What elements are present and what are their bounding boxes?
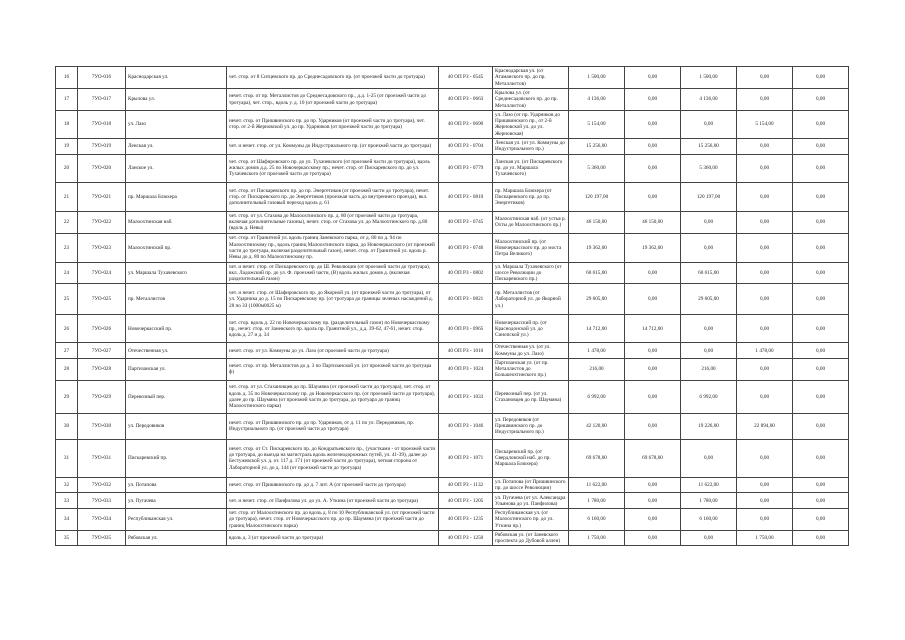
cell-a: 15 256,00 bbox=[569, 138, 625, 154]
cell-c: 0,00 bbox=[681, 343, 737, 358]
cell-a: 1 500,00 bbox=[569, 67, 625, 89]
cell-sec: ул. Потапова (от Пришвинского пр. до шоссе Революции) bbox=[493, 477, 569, 492]
cell-e: 0,00 bbox=[793, 67, 849, 89]
cell-code: 7УО-033 bbox=[78, 493, 126, 509]
cell-e: 0,00 bbox=[793, 89, 849, 111]
table-row bbox=[56, 343, 849, 358]
table-row bbox=[56, 493, 849, 509]
table-row bbox=[56, 530, 849, 545]
cell-name: пр. Металлистов bbox=[126, 284, 227, 315]
cell-rn: 40 ОП РЗ - 0779 bbox=[439, 154, 493, 182]
cell-n: 34 bbox=[56, 509, 78, 531]
cell-c: 60 615,00 bbox=[681, 262, 737, 284]
cell-rn: 40 ОП РЗ - 0745 bbox=[439, 211, 493, 233]
cell-e: 0,00 bbox=[793, 262, 849, 284]
cell-code: 7УО-025 bbox=[78, 284, 126, 315]
cell-code: 7УО-027 bbox=[78, 343, 126, 358]
cell-n: 23 bbox=[56, 233, 78, 262]
cell-d: 0,00 bbox=[737, 284, 793, 315]
table-row bbox=[56, 439, 849, 477]
cell-a: 216,00 bbox=[569, 358, 625, 380]
cell-sec: ул. Лазо (от пр. Ударников до Пришвинского пр., от 2-й Жерновской ул. до ул. Жерновская) bbox=[493, 111, 569, 139]
table-row bbox=[56, 138, 849, 154]
cell-a: 11 622,00 bbox=[569, 477, 625, 492]
cell-name: пр. Маршала Блюхера bbox=[126, 182, 227, 211]
cell-b: 0,00 bbox=[625, 380, 681, 413]
cell-name: Рябовская ул. bbox=[126, 530, 227, 545]
cell-n: 20 bbox=[56, 154, 78, 182]
cell-code: 7УО-021 bbox=[78, 182, 126, 211]
cell-n: 28 bbox=[56, 358, 78, 380]
cell-b: 0,00 bbox=[625, 509, 681, 531]
cell-e: 0,00 bbox=[793, 530, 849, 545]
table-row bbox=[56, 380, 849, 413]
cell-n: 31 bbox=[56, 439, 78, 477]
cell-rn: 40 ОП РЗ - 1046 bbox=[439, 413, 493, 439]
cell-code: 7УО-026 bbox=[78, 315, 126, 343]
cell-sec: ул. Передовиков (от Пришвинского пр. до Индустриального пр.) bbox=[493, 413, 569, 439]
cell-a: 4 136,00 bbox=[569, 89, 625, 111]
table-row bbox=[56, 284, 849, 315]
cell-c: 1 500,00 bbox=[681, 67, 737, 89]
cell-c: 11 622,00 bbox=[681, 477, 737, 492]
cell-c: 0,00 bbox=[681, 111, 737, 139]
cell-code: 7УО-022 bbox=[78, 211, 126, 233]
cell-e: 0,00 bbox=[793, 284, 849, 315]
cell-b: 0,00 bbox=[625, 343, 681, 358]
cell-desc: чет. и нечет. стор. от ул. Коммуны до Индустриального пр. (от проезжей части до тротуара) bbox=[227, 138, 439, 154]
cell-b: 0,00 bbox=[625, 262, 681, 284]
cell-sec: Республиканская ул. (от Малоохтинского пр. до ул. Уткина пр.) bbox=[493, 509, 569, 531]
cell-c: 0,00 bbox=[681, 315, 737, 343]
cell-b: 0,00 bbox=[625, 154, 681, 182]
cell-n: 21 bbox=[56, 182, 78, 211]
cell-a: 46 150,00 bbox=[569, 211, 625, 233]
cell-a: 1 780,00 bbox=[569, 493, 625, 509]
cell-n: 22 bbox=[56, 211, 78, 233]
cell-d: 0,00 bbox=[737, 67, 793, 89]
cell-rn: 40 ОП РЗ - 0663 bbox=[439, 89, 493, 111]
cell-code: 7УО-031 bbox=[78, 439, 126, 477]
cell-a: 6 160,00 bbox=[569, 509, 625, 531]
cell-rn: 40 ОП РЗ - 1235 bbox=[439, 509, 493, 531]
cell-rn: 40 ОП РЗ - 0545 bbox=[439, 67, 493, 89]
cell-e: 0,00 bbox=[793, 477, 849, 492]
cell-desc: чет. стор. от Пискаревского пр. до пр. Энергетиков (от проезжей части до тротуара), нечет. стор. от Пискаревского пр. до Энергетиков (проезжая часть до внутреннего проезда), вкл. дополнительный газовый переход вдоль д. 61 bbox=[227, 182, 439, 211]
cell-sec: Новочеркасский пр. (от Краснодонской ул. до Синопской ул.) bbox=[493, 315, 569, 343]
table-row bbox=[56, 67, 849, 89]
cell-name: Краснодарская ул. bbox=[126, 67, 227, 89]
cell-name: ул. Пугачева bbox=[126, 493, 227, 509]
cell-n: 29 bbox=[56, 380, 78, 413]
cell-rn: 40 ОП РЗ - 1132 bbox=[439, 477, 493, 492]
cell-sec: Отечественная ул. (от ул. Коммуны до ул. Лазо) bbox=[493, 343, 569, 358]
cell-e: 0,00 bbox=[793, 211, 849, 233]
cell-a: 5 360,00 bbox=[569, 154, 625, 182]
cell-b: 0,00 bbox=[625, 111, 681, 139]
cell-name: Ланское ул. bbox=[126, 154, 227, 182]
cell-sec: Ланская ул. (от Пискаревского пр. до ул. Маршала Тухачевского) bbox=[493, 154, 569, 182]
cell-desc: чет. и нечет. стор. от Шафировского пр. до Якорной ул. (от проезжей части до тротуара), от ул. Ударника до д. 15 по Пискаревскому пр. (от тротуара до границы зеленых насаждений д. 28 по ЗЗ (1000м0025 м) bbox=[227, 284, 439, 315]
cell-a: 69 678,00 bbox=[569, 439, 625, 477]
cell-n: 26 bbox=[56, 315, 78, 343]
cell-code: 7УО-018 bbox=[78, 111, 126, 139]
cell-name: Отечественная ул. bbox=[126, 343, 227, 358]
cell-b: 0,00 bbox=[625, 89, 681, 111]
table-row bbox=[56, 358, 849, 380]
cell-d: 0,00 bbox=[737, 509, 793, 531]
cell-c: 1 780,00 bbox=[681, 493, 737, 509]
cell-desc: чет. стор. от ул. Стахановцев до пр. Шаумяна (от проезжей части до тротуара), чет. стор. от вдоль д. 35 по Новочеркасскому пр. до Новочеркасского пр. (от проезжей части до тротуара), далее до пр. Шаумяна (от проезжей части до тротуара, до тротуара до границ Малоохтинского парка) bbox=[227, 380, 439, 413]
cell-n: 35 bbox=[56, 530, 78, 545]
cell-b: 46 150,00 bbox=[625, 211, 681, 233]
cell-b: 14 712,00 bbox=[625, 315, 681, 343]
cell-b: 0,00 bbox=[625, 358, 681, 380]
cell-c: 0,00 bbox=[681, 211, 737, 233]
cell-c: 19 226,00 bbox=[681, 413, 737, 439]
cell-code: 7УО-020 bbox=[78, 154, 126, 182]
cell-d: 0,00 bbox=[737, 154, 793, 182]
cell-n: 17 bbox=[56, 89, 78, 111]
cell-rn: 40 ОП РЗ - 1205 bbox=[439, 493, 493, 509]
cell-rn: 40 ОП РЗ - 0746 bbox=[439, 233, 493, 262]
cell-c: 0,00 bbox=[681, 530, 737, 545]
table-row bbox=[56, 154, 849, 182]
table-row bbox=[56, 262, 849, 284]
cell-c: 0,00 bbox=[681, 233, 737, 262]
cell-desc: чет. стор. от Малоохтинского пр. до вдоль д. 8 по 10 Республиканской ул. (от проезжей части до тротуара), нечет. стор. от Новочеркасского пр. до пр. Шаумяна (от проезжей части до границ Малоохтинского парка) bbox=[227, 509, 439, 531]
table-row bbox=[56, 89, 849, 111]
cell-e: 0,00 bbox=[793, 111, 849, 139]
cell-b: 0,00 bbox=[625, 477, 681, 492]
cell-n: 18 bbox=[56, 111, 78, 139]
cell-name: Крылова ул. bbox=[126, 89, 227, 111]
cell-c: 216,00 bbox=[681, 358, 737, 380]
cell-b: 0,00 bbox=[625, 138, 681, 154]
cell-c: 0,00 bbox=[681, 439, 737, 477]
table-row bbox=[56, 233, 849, 262]
cell-sec: ул. Пугачева (от ул. Александра Ульянова до ул. Панфилова) bbox=[493, 493, 569, 509]
cell-name: ул. Потапова bbox=[126, 477, 227, 492]
cell-name: ул. Передовиков bbox=[126, 413, 227, 439]
cell-desc: чет. стор. вдоль д. 22 по Новочеркасскому пр. (разделительный газон) по Новочеркасскому пр., нечет. стор. от Заневского пр. вдоль пр. Гранитной ул., д.д. 39-62, 47-61, нечет. стор. вдоль д. 27 и д. 34 bbox=[227, 315, 439, 343]
cell-b: 19 362,00 bbox=[625, 233, 681, 262]
cell-e: 0,00 bbox=[793, 182, 849, 211]
table-row bbox=[56, 182, 849, 211]
cell-name: Перевозный пер. bbox=[126, 380, 227, 413]
cell-d: 0,00 bbox=[737, 211, 793, 233]
table-row bbox=[56, 477, 849, 492]
cell-d: 0,00 bbox=[737, 262, 793, 284]
cell-sec: Краснодарская ул. (от Атаманского пр. до пр. Металлистов) bbox=[493, 67, 569, 89]
cell-rn: 40 ОП РЗ - 1250 bbox=[439, 530, 493, 545]
cell-sec: Крылова ул. (от Среднесадовского пр. до пр. Металлистов) bbox=[493, 89, 569, 111]
cell-rn: 40 ОП РЗ - 1024 bbox=[439, 358, 493, 380]
cell-code: 7УО-024 bbox=[78, 262, 126, 284]
cell-d: 0,00 bbox=[737, 439, 793, 477]
cell-code: 7УО-023 bbox=[78, 233, 126, 262]
cell-d: 0,00 bbox=[737, 493, 793, 509]
cell-e: 0,00 bbox=[793, 380, 849, 413]
cell-e: 0,00 bbox=[793, 154, 849, 182]
cell-name: ул. Маршала Тухачевского bbox=[126, 262, 227, 284]
cell-a: 19 362,00 bbox=[569, 233, 625, 262]
cell-d: 0,00 bbox=[737, 315, 793, 343]
cell-n: 25 bbox=[56, 284, 78, 315]
cell-e: 0,00 bbox=[793, 138, 849, 154]
cell-a: 60 615,00 bbox=[569, 262, 625, 284]
cell-n: 27 bbox=[56, 343, 78, 358]
cell-sec: пр. Металлистов (от Лабораторной ул. до Якорной ул.) bbox=[493, 284, 569, 315]
cell-code: 7УО-029 bbox=[78, 380, 126, 413]
cell-sec: Ленская ул. (от ул. Коммуны до Индустриального пр.) bbox=[493, 138, 569, 154]
cell-desc: чет. стор. от Шафировского пр. до ул. Тухачевского (от проезжей части до тротуара), вдоль жилых домов д.д. 25 по Новочеркасскому пр.; нечет. стор. от Пискаревского пр. до ул. Тухачевского (от проезжей части до тротуара) bbox=[227, 154, 439, 182]
cell-c: 6 992,00 bbox=[681, 380, 737, 413]
cell-code: 7УО-034 bbox=[78, 509, 126, 531]
table-row bbox=[56, 111, 849, 139]
cell-code: 7УО-032 bbox=[78, 477, 126, 492]
cell-desc: чет. стор. от ул. Стахова до Малоохтинского пр. д. 80 (от проезжей части до тротуара, включая дополнительные газоны), нечет. стор. от Стахова ул. до Малоохтинского пр. д.80 (вдоль д. Невы) bbox=[227, 211, 439, 233]
cell-sec: Рябовская ул. (от Заневского проспекта до Дубовой аллеи) bbox=[493, 530, 569, 545]
cell-d: 0,00 bbox=[737, 380, 793, 413]
cell-rn: 40 ОП РЗ - 1071 bbox=[439, 439, 493, 477]
cell-desc: чет. стор. от 8 Ситцевского пр. до Среднесадовского пр. (от проезжей части до тротуара) bbox=[227, 67, 439, 89]
cell-n: 19 bbox=[56, 138, 78, 154]
cell-c: 6 160,00 bbox=[681, 509, 737, 531]
cell-name: Пискаревский пр. bbox=[126, 439, 227, 477]
cell-code: 7УО-016 bbox=[78, 67, 126, 89]
roads-table bbox=[55, 66, 849, 546]
cell-a: 6 992,00 bbox=[569, 380, 625, 413]
cell-desc: нечет. стор. от Пришвинского пр. до пр. Ударников, от д. 11 по ул. Передовиков, пр. Индустриального пр. (от проезжей части до тротуара) bbox=[227, 413, 439, 439]
cell-desc: нечет. стор. от Пришвинского пр. до д. 7 лит. А (от проезжей части до тротуара) bbox=[227, 477, 439, 492]
cell-desc: чет. стор. от Гранитной ул. вдоль границ Заневского парка, от д. 80 по д. 94 по Малоохтинскому пр., вдоль границ Малоохтинского парка, до Новочеркасского (от проезжей части до тротуара, включая разделительный газон), нечет. стор. от Гранитной ул. вдоль р. Невы до д. 80 по Малоохтинскому пр. bbox=[227, 233, 439, 262]
cell-c: 29 605,00 bbox=[681, 284, 737, 315]
cell-a: 120 197,00 bbox=[569, 182, 625, 211]
cell-n: 16 bbox=[56, 67, 78, 89]
cell-b: 0,00 bbox=[625, 413, 681, 439]
cell-sec: ул. Маршала Тухачевского (от шоссе Революции до Пискаревского пр.) bbox=[493, 262, 569, 284]
cell-desc: чет. и нечет. стор. от Пискаревского пр. до Ш. Революции (от проезжей части до тротуара), вкл. Ладожский пр. до ул. Ф. проезжей части, (В) вдоль жилых домов д. (включая разделительный газон) bbox=[227, 262, 439, 284]
cell-b: 69 678,00 bbox=[625, 439, 681, 477]
cell-d: 0,00 bbox=[737, 182, 793, 211]
table-row bbox=[56, 413, 849, 439]
cell-e: 0,00 bbox=[793, 493, 849, 509]
table-row bbox=[56, 315, 849, 343]
cell-b: 0,00 bbox=[625, 182, 681, 211]
cell-desc: нечет. стор. от пр. Металлистов до Среднесадовского пр., д.д. 1-25 (от проезжей части до тротуара), чет. стор., вдоль у. д. 10 (от проезжей части до тротуара) bbox=[227, 89, 439, 111]
cell-c: 15 256,00 bbox=[681, 138, 737, 154]
cell-rn: 40 ОП РЗ - 0965 bbox=[439, 315, 493, 343]
cell-d: 5 154,00 bbox=[737, 111, 793, 139]
cell-c: 4 136,00 bbox=[681, 89, 737, 111]
cell-d: 0,00 bbox=[737, 358, 793, 380]
cell-n: 33 bbox=[56, 493, 78, 509]
cell-rn: 40 ОП РЗ - 0690 bbox=[439, 111, 493, 139]
cell-rn: 40 ОП РЗ - 0704 bbox=[439, 138, 493, 154]
cell-a: 14 712,00 bbox=[569, 315, 625, 343]
cell-d: 22 894,00 bbox=[737, 413, 793, 439]
cell-d: 0,00 bbox=[737, 477, 793, 492]
cell-name: Малоохтинский пр. bbox=[126, 233, 227, 262]
cell-d: 0,00 bbox=[737, 233, 793, 262]
cell-desc: нечет. стор. от Ст. Пискаревского пр. до Кондратьевского пр., (участками - от проезжей части до тротуара, до выезда на магистраль вдоль железнодорожных путей, ул. 41-39), далее до Бестужевской ул. д. от. 117 д. 171 (от проезжей части до тротуара), четная сторона от Лабораторной ул. до д. 144 (от проезжей части до тротуара) bbox=[227, 439, 439, 477]
cell-a: 1 750,00 bbox=[569, 530, 625, 545]
cell-code: 7УО-019 bbox=[78, 138, 126, 154]
cell-n: 32 bbox=[56, 477, 78, 492]
cell-d: 1 478,00 bbox=[737, 343, 793, 358]
cell-c: 5 360,00 bbox=[681, 154, 737, 182]
cell-name: Ленская ул. bbox=[126, 138, 227, 154]
cell-e: 0,00 bbox=[793, 233, 849, 262]
cell-b: 0,00 bbox=[625, 67, 681, 89]
cell-code: 7УО-030 bbox=[78, 413, 126, 439]
cell-name: ул. Лазо bbox=[126, 111, 227, 139]
cell-rn: 40 ОП РЗ - 1010 bbox=[439, 343, 493, 358]
cell-n: 24 bbox=[56, 262, 78, 284]
cell-b: 0,00 bbox=[625, 530, 681, 545]
cell-a: 29 605,00 bbox=[569, 284, 625, 315]
cell-code: 7УО-035 bbox=[78, 530, 126, 545]
cell-sec: пр. Маршала Блюхера (от Пискаревского пр. до пр. Энергетиков) bbox=[493, 182, 569, 211]
cell-desc: нечет. стор. от Пришвинского пр. до пр. Ударников (от проезжей части до тротуара), чет. стор. от 2-й Жерновской ул. до пр. Ударников (от проезжей части до тротуара) bbox=[227, 111, 439, 139]
cell-d: 0,00 bbox=[737, 89, 793, 111]
cell-rn: 40 ОП РЗ - 0802 bbox=[439, 262, 493, 284]
cell-code: 7УО-028 bbox=[78, 358, 126, 380]
cell-code: 7УО-017 bbox=[78, 89, 126, 111]
cell-sec: Малоохтинская наб. (от устья р. Охты до Малоохтинского пр.) bbox=[493, 211, 569, 233]
cell-c: 120 197,00 bbox=[681, 182, 737, 211]
cell-rn: 40 ОП РЗ - 0821 bbox=[439, 284, 493, 315]
cell-e: 0,00 bbox=[793, 315, 849, 343]
cell-rn: 40 ОП РЗ - 1033 bbox=[439, 380, 493, 413]
cell-e: 0,00 bbox=[793, 509, 849, 531]
cell-d: 1 750,00 bbox=[737, 530, 793, 545]
cell-name: Республиканская ул. bbox=[126, 509, 227, 531]
cell-d: 0,00 bbox=[737, 138, 793, 154]
document-table-sheet bbox=[55, 66, 848, 546]
cell-e: 0,00 bbox=[793, 439, 849, 477]
cell-sec: Малоохтинский пр. (от Новочеркасского пр. до моста Петра Великого) bbox=[493, 233, 569, 262]
cell-name: Малоохтинская наб. bbox=[126, 211, 227, 233]
cell-desc: нечет. стор. от ул. Коммуны до ул. Лазо (от проезжей части до тротуара) bbox=[227, 343, 439, 358]
table-row bbox=[56, 211, 849, 233]
cell-desc: чет. и нечет. стор. от Панфилова ул. до ул. А. Уткина (от проезжей части до тротуара) bbox=[227, 493, 439, 509]
cell-a: 1 478,00 bbox=[569, 343, 625, 358]
cell-name: Новочеркасский пр. bbox=[126, 315, 227, 343]
cell-b: 0,00 bbox=[625, 284, 681, 315]
cell-b: 0,00 bbox=[625, 493, 681, 509]
cell-e: 0,00 bbox=[793, 413, 849, 439]
cell-desc: вдоль д. 3 (от проезжей части до тротуара) bbox=[227, 530, 439, 545]
cell-rn: 40 ОП РЗ - 0810 bbox=[439, 182, 493, 211]
cell-e: 0,00 bbox=[793, 343, 849, 358]
cell-sec: Партизанская ул. (от пр. Металлистов до Большеохтинского пр.) bbox=[493, 358, 569, 380]
cell-desc: нечет. стор. от пр. Металлистов до д. 3 по Партизанской ул. (от проезжей части до тротуара ф) bbox=[227, 358, 439, 380]
cell-name: Партизанская ул. bbox=[126, 358, 227, 380]
cell-sec: Перевозный пер. (от ул. Стахановцев до пр. Шаумяна) bbox=[493, 380, 569, 413]
cell-e: 0,00 bbox=[793, 358, 849, 380]
table-body bbox=[56, 67, 849, 546]
cell-n: 30 bbox=[56, 413, 78, 439]
cell-a: 42 120,00 bbox=[569, 413, 625, 439]
cell-sec: Пискаревский пр. (от Свердловской наб. до пр. Маршала Блюхера) bbox=[493, 439, 569, 477]
cell-a: 5 154,00 bbox=[569, 111, 625, 139]
table-row bbox=[56, 509, 849, 531]
